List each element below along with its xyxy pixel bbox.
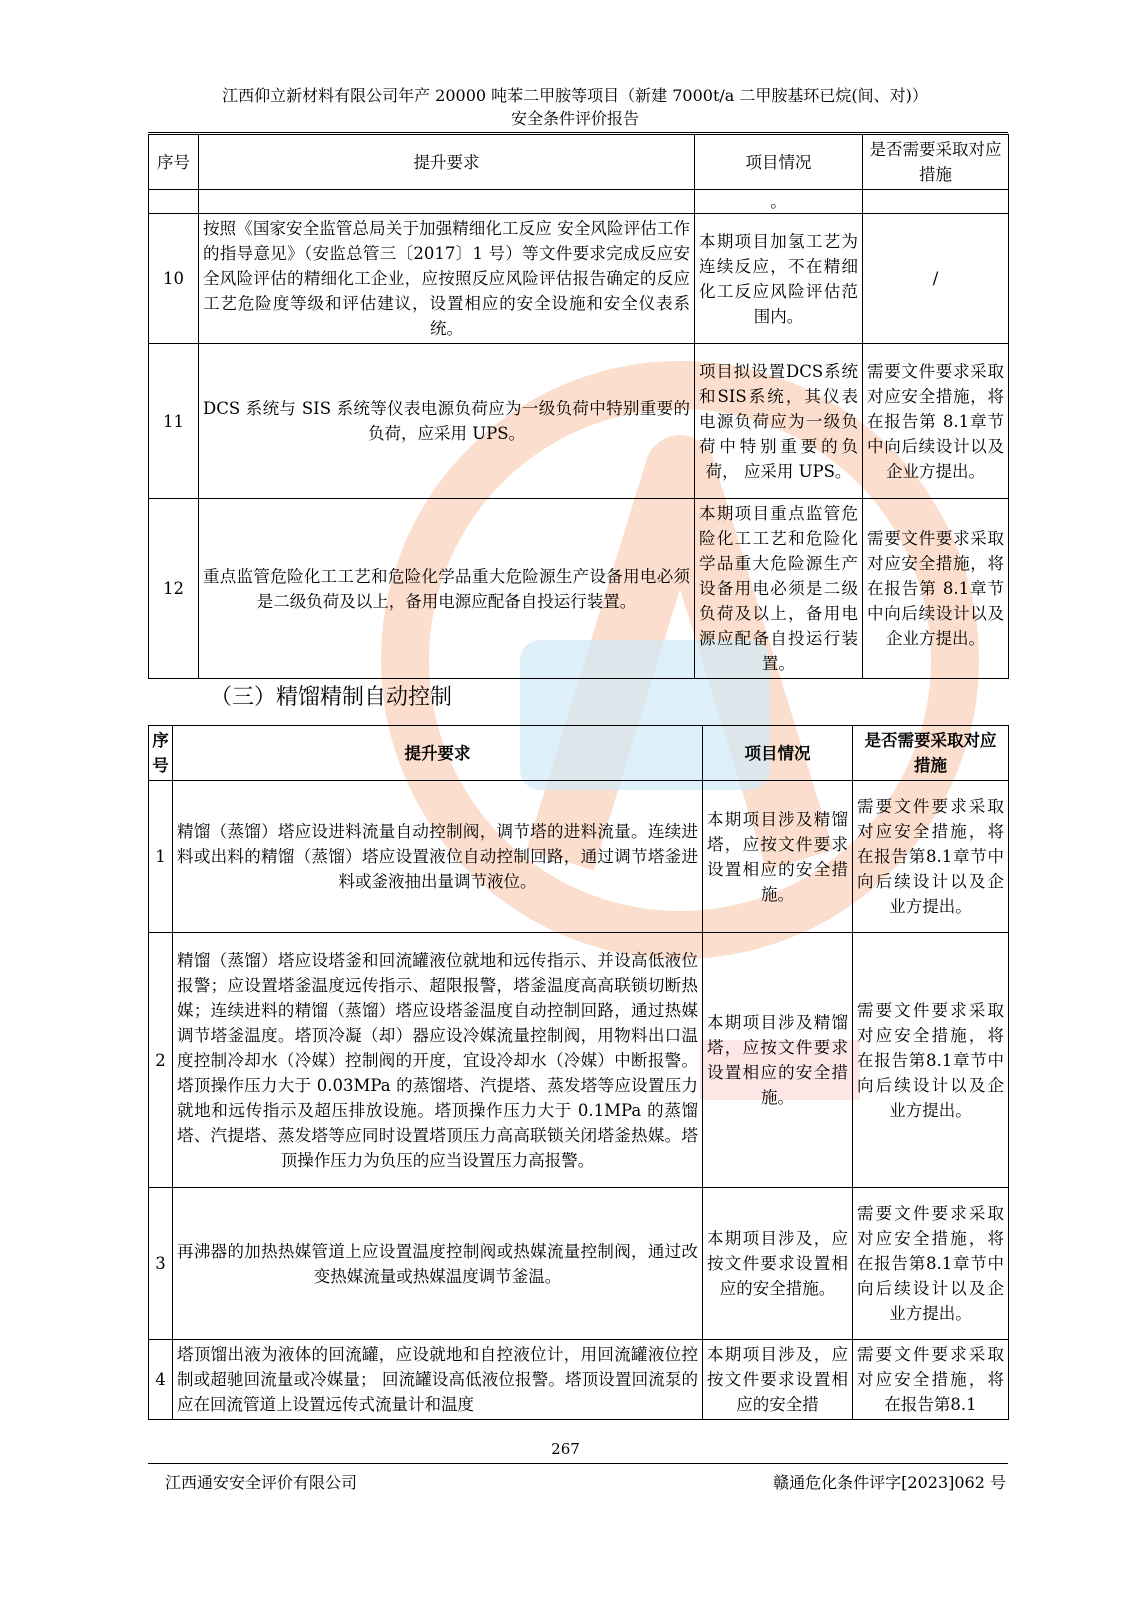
header-rule <box>148 132 1008 133</box>
footer-company: 江西通安安全评价有限公司 <box>165 1473 358 1492</box>
header-subtitle: 安全条件评价报告 <box>510 109 639 128</box>
row-no: 1 <box>149 781 173 933</box>
page-number: 267 <box>551 1440 580 1458</box>
row-requirement: DCS 系统与 SIS 系统等仪表电源负荷应为一级负荷中特别重要的负荷，应采用 UPS。 <box>199 344 695 499</box>
row-no: 2 <box>149 933 173 1188</box>
table-row <box>149 344 1009 499</box>
col-header-measure: 是否需要采取对应措施 <box>863 135 1009 190</box>
footer-rule <box>148 1463 1008 1464</box>
col-header-measure: 是否需要采取对应措施 <box>853 726 1009 781</box>
table-row <box>149 190 1009 214</box>
col-header-requirement: 提升要求 <box>173 726 703 781</box>
header-title: 江西仰立新材料有限公司年产 20000 吨苯二甲胺等项目（新建 7000t/a 二甲胺基环已烷(间、对)） <box>222 86 928 105</box>
table-row <box>149 499 1009 679</box>
row-no: 4 <box>149 1340 173 1420</box>
section-title: （三）精馏精制自动控制 <box>210 685 453 710</box>
col-header-requirement: 提升要求 <box>199 135 695 190</box>
row-status: 本期项目涉及，应按文件要求设置相应的安全措 <box>703 1340 853 1420</box>
col-header-status: 项目情况 <box>703 726 853 781</box>
row-requirement: 重点监管危险化工工艺和危险化学品重大危险源生产设备用电必须是二级负荷及以上，备用电源应配备自投运行装置。 <box>199 499 695 679</box>
row-status: 本期项目加氢工艺为连续反应，不在精细化工反应风险评估范围内。 <box>695 214 863 344</box>
row-requirement: 按照《国家安全监管总局关于加强精细化工反应 安全风险评估工作的指导意见》（安监总管三〔2017〕1 号）等文件要求完成反应安全风险评估的精细化工企业，应按照反应风险评估报告确定的反应工艺危险度等级和评估建议，设置相应的安全设施和安全仪表系统。 <box>199 214 695 344</box>
table-row <box>149 1340 1009 1420</box>
row-no: 10 <box>149 214 199 344</box>
requirements-table-1 <box>148 134 1009 679</box>
row-measure: 需要文件要求采取对应安全措施，将在报告第8.1 <box>853 1340 1009 1420</box>
row-measure: 需要文件要求采取对应安全措施，将在报告第8.1章节中向后续设计以及企业方提出。 <box>853 781 1009 933</box>
continuation-cell: 。 <box>695 190 863 214</box>
row-no: 12 <box>149 499 199 679</box>
row-measure: / <box>863 214 1009 344</box>
row-requirement: 塔顶馏出液为液体的回流罐，应设就地和自控液位计，用回流罐液位控制或超驰回流量或冷媒量； 回流罐设高低液位报警。塔顶设置回流泵的应在回流管道上设置远传式流量计和温度 <box>173 1340 703 1420</box>
row-measure: 需要文件要求采取对应安全措施，将在报告第8.1章节中向后续设计以及企业方提出。 <box>853 1188 1009 1340</box>
row-requirement: 精馏（蒸馏）塔应设塔釜和回流罐液位就地和远传指示、并设高低液位报警；应设置塔釜温度远传指示、超限报警，塔釜温度高高联锁切断热媒；连续进料的精馏（蒸馏）塔应设塔釜温度自动控制回路，通过热媒调节塔釜温度。塔顶冷凝（却）器应设冷媒流量控制阀，用物料出口温度控制冷却水（冷媒）控制阀的开度，宜设冷却水（冷媒）中断报警。塔顶操作压力大于 0.03MPa 的蒸馏塔、汽提塔、蒸发塔等应设置压力就地和远传指示及超压排放设施。塔顶操作压力大于 0.1MPa 的蒸馏塔、汽提塔、蒸发塔等应同时设置塔顶压力高高联锁关闭塔釜热媒。塔顶操作压力为负压的应当设置压力高报警。 <box>173 933 703 1188</box>
row-measure: 需要文件要求采取对应安全措施，将在报告第 8.1章节中向后续设计以及企业方提出。 <box>863 344 1009 499</box>
table-row <box>149 1188 1009 1340</box>
table-row <box>149 933 1009 1188</box>
row-status: 项目拟设置DCS系统和SIS系统，其仪表电源负荷应为一级负荷中特别重要的负荷， 应采用 UPS。 <box>695 344 863 499</box>
row-no: 3 <box>149 1188 173 1340</box>
row-measure: 需要文件要求采取对应安全措施，将在报告第8.1章节中向后续设计以及企业方提出。 <box>853 933 1009 1188</box>
row-measure: 需要文件要求采取对应安全措施，将在报告第 8.1章节中向后续设计以及企业方提出。 <box>863 499 1009 679</box>
requirements-table-2 <box>148 725 1009 1420</box>
col-header-no: 序号 <box>149 135 199 190</box>
row-status: 本期项目涉及精馏塔，应按文件要求设置相应的安全措施。 <box>703 933 853 1188</box>
row-status: 本期项目涉及精馏塔，应按文件要求设置相应的安全措施。 <box>703 781 853 933</box>
table-row <box>149 214 1009 344</box>
col-header-no: 序号 <box>149 726 173 781</box>
row-no: 11 <box>149 344 199 499</box>
row-status: 本期项目涉及，应按文件要求设置相应的安全措施。 <box>703 1188 853 1340</box>
page-header <box>140 84 1010 130</box>
row-status: 本期项目重点监管危险化工工艺和危险化学品重大危险源生产设备用电必须是二级负荷及以上，备用电源应配备自投运行装置。 <box>695 499 863 679</box>
table-row <box>149 781 1009 933</box>
row-requirement: 再沸器的加热热媒管道上应设置温度控制阀或热媒流量控制阀，通过改变热媒流量或热媒温度调节釜温。 <box>173 1188 703 1340</box>
footer-doc-number: 赣通危化条件评字[2023]062 号 <box>773 1473 1006 1492</box>
col-header-status: 项目情况 <box>695 135 863 190</box>
row-requirement: 精馏（蒸馏）塔应设进料流量自动控制阀，调节塔的进料流量。连续进料或出料的精馏（蒸馏）塔应设置液位自动控制回路，通过调节塔釜进料或釜液抽出量调节液位。 <box>173 781 703 933</box>
